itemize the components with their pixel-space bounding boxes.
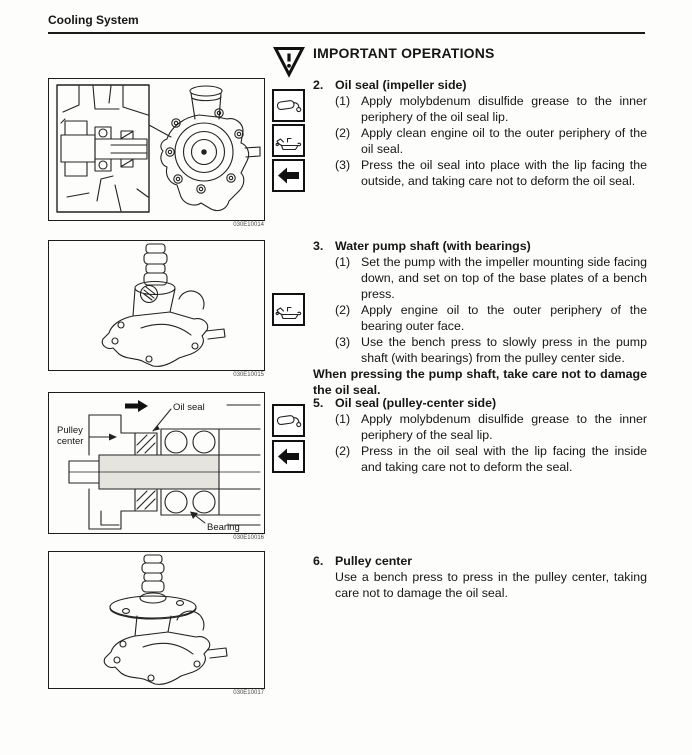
section-number: 5. bbox=[313, 396, 324, 410]
figure-code: 030E10015 bbox=[233, 372, 264, 378]
section-heading: Oil seal (pulley-center side) bbox=[335, 396, 497, 410]
engine-oil-icon bbox=[272, 124, 305, 157]
cross-section-drawing bbox=[49, 393, 263, 533]
step: (1) Apply molybdenum disulfide grease to the inner periphery of the seal lip. bbox=[335, 412, 647, 442]
caution-note: When pressing the pump shaft, take care not to damage the oil seal. bbox=[313, 367, 647, 397]
section-water-pump-shaft bbox=[313, 238, 647, 398]
page-title: IMPORTANT OPERATIONS bbox=[313, 45, 495, 61]
section-body: Use a bench press to press in the pulley center, taking care not to damage the oil seal. bbox=[335, 570, 647, 600]
section-heading: Oil seal (impeller side) bbox=[335, 78, 467, 92]
section-heading: Water pump shaft (with bearings) bbox=[335, 239, 531, 253]
figure-code: 030E10014 bbox=[233, 222, 264, 228]
press-arrow-left-icon bbox=[272, 440, 305, 473]
engine-oil-icon bbox=[272, 293, 305, 326]
section-number: 3. bbox=[313, 239, 324, 253]
bearing-label: Bearing bbox=[207, 522, 240, 533]
oil-seal-label: Oil seal bbox=[173, 402, 205, 413]
section-number: 2. bbox=[313, 78, 324, 92]
figure-pulley-center-press bbox=[48, 551, 265, 697]
pulley-center-label-line2: center bbox=[57, 436, 84, 447]
step: (1) Apply molybdenum disulfide grease to the inner periphery of the oil seal lip. bbox=[335, 94, 647, 124]
pulley-center-drawing bbox=[49, 552, 263, 688]
breadcrumb: Cooling System bbox=[48, 13, 139, 27]
section-pulley-center bbox=[313, 553, 647, 601]
section-oil-seal-impeller-side bbox=[313, 77, 647, 189]
header-rule bbox=[48, 32, 645, 34]
step: (2) Apply engine oil to the outer periphery of the bearing outer face. bbox=[335, 303, 647, 333]
section-oil-seal-pulley-center-side bbox=[313, 395, 647, 475]
step: (3) Press the oil seal into place with the lip facing the outside, and taking care not to deform the oil seal. bbox=[335, 158, 647, 188]
step: (1) Set the pump with the impeller mounting side facing down, and set on top of the base plates of a bench press. bbox=[335, 255, 647, 301]
pulley-center-label-line1: Pulley bbox=[57, 425, 83, 436]
section-heading: Pulley center bbox=[335, 554, 413, 568]
figure-code: 030E10016 bbox=[233, 535, 264, 541]
step: (2) Apply clean engine oil to the outer periphery of the oil seal. bbox=[335, 126, 647, 156]
step: (3) Use the bench press to slowly press in the pump shaft (with bearings) from the pulley center side. bbox=[335, 335, 647, 365]
figure-oil-seal-impeller-side bbox=[48, 78, 265, 229]
grease-icon bbox=[272, 89, 305, 122]
section-number: 6. bbox=[313, 554, 324, 568]
water-pump-impeller-drawing bbox=[49, 79, 263, 220]
grease-icon bbox=[272, 404, 305, 437]
figure-pulley-center-cross-section bbox=[48, 392, 265, 542]
step: (2) Press in the oil seal with the lip facing the inside and taking care not to deform the seal. bbox=[335, 444, 647, 474]
figure-code: 030E10017 bbox=[233, 690, 264, 696]
pump-shaft-drawing bbox=[49, 241, 263, 370]
warning-triangle-icon bbox=[272, 45, 306, 78]
figure-water-pump-shaft-press bbox=[48, 240, 265, 379]
press-arrow-left-icon bbox=[272, 159, 305, 192]
